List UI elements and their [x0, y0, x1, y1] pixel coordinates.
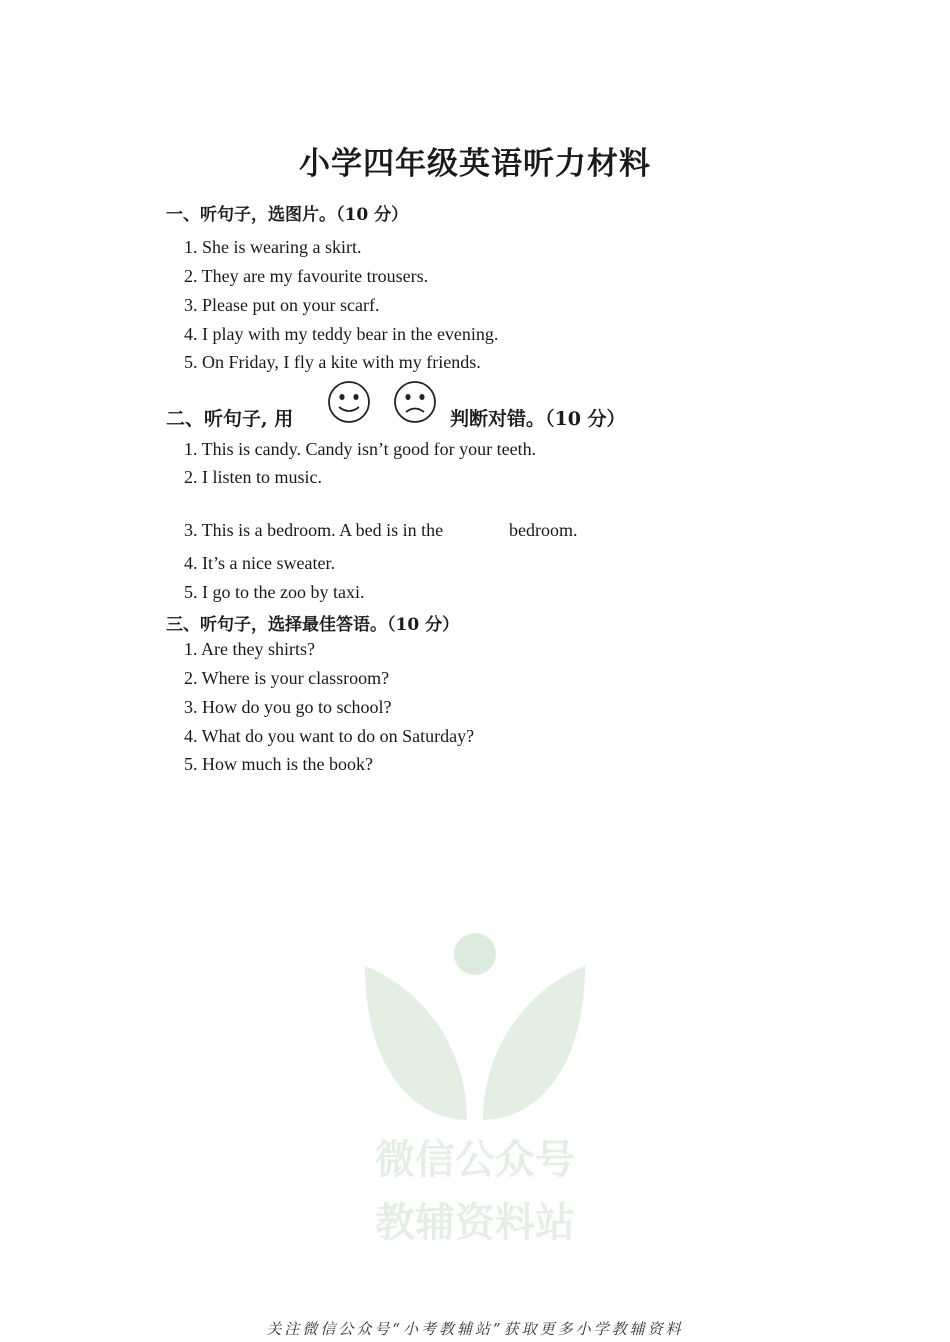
- section-3-heading: 三、听句子，选择最佳答语。（10 分）: [166, 615, 460, 635]
- smiley-face-icon: [327, 380, 371, 424]
- section-3-item: 4. What do you want to do on Saturday?: [184, 726, 475, 746]
- section-2-item: 5. I go to the zoo by taxi.: [184, 582, 365, 602]
- section-3-item: 1. Are they shirts?: [184, 639, 315, 659]
- section-2-heading-suffix: 判断对错。（10 分）: [450, 408, 626, 430]
- footer-text: 关注微信公众号“小考教辅站”获取更多小学教辅资料: [266, 1320, 684, 1338]
- section-2-item: 2. I listen to music.: [184, 467, 322, 487]
- page-title: 小学四年级英语听力材料: [299, 146, 651, 182]
- section-3-item: 5. How much is the book?: [184, 754, 373, 774]
- section-1-item: 3. Please put on your scarf.: [184, 295, 380, 315]
- section-1-heading: 一、听句子，选图片。（10 分）: [166, 205, 409, 225]
- watermark-line-1: 微信公众号: [375, 1137, 575, 1183]
- sad-face-icon: [393, 380, 437, 424]
- section-1-item: 2. They are my favourite trousers.: [184, 266, 429, 286]
- section-2-heading-prefix: 二、听句子, 用: [166, 408, 294, 430]
- section-1-item: 5. On Friday, I fly a kite with my friends.: [184, 352, 481, 372]
- section-2-item: 1. This is candy. Candy isn’t good for your teeth.: [184, 439, 537, 459]
- watermark-line-2: 教辅资料站: [375, 1200, 575, 1246]
- section-2-item: 3. This is a bedroom. A bed is in the: [184, 520, 444, 540]
- watermark-logo: [355, 930, 595, 1250]
- section-2-item: 4. It’s a nice sweater.: [184, 553, 335, 573]
- section-3-item: 3. How do you go to school?: [184, 697, 392, 717]
- section-1-item: 4. I play with my teddy bear in the evening.: [184, 324, 499, 344]
- section-3-item: 2. Where is your classroom?: [184, 668, 390, 688]
- section-1-item: 1. She is wearing a skirt.: [184, 237, 362, 257]
- section-2-item-continuation: bedroom.: [509, 520, 578, 540]
